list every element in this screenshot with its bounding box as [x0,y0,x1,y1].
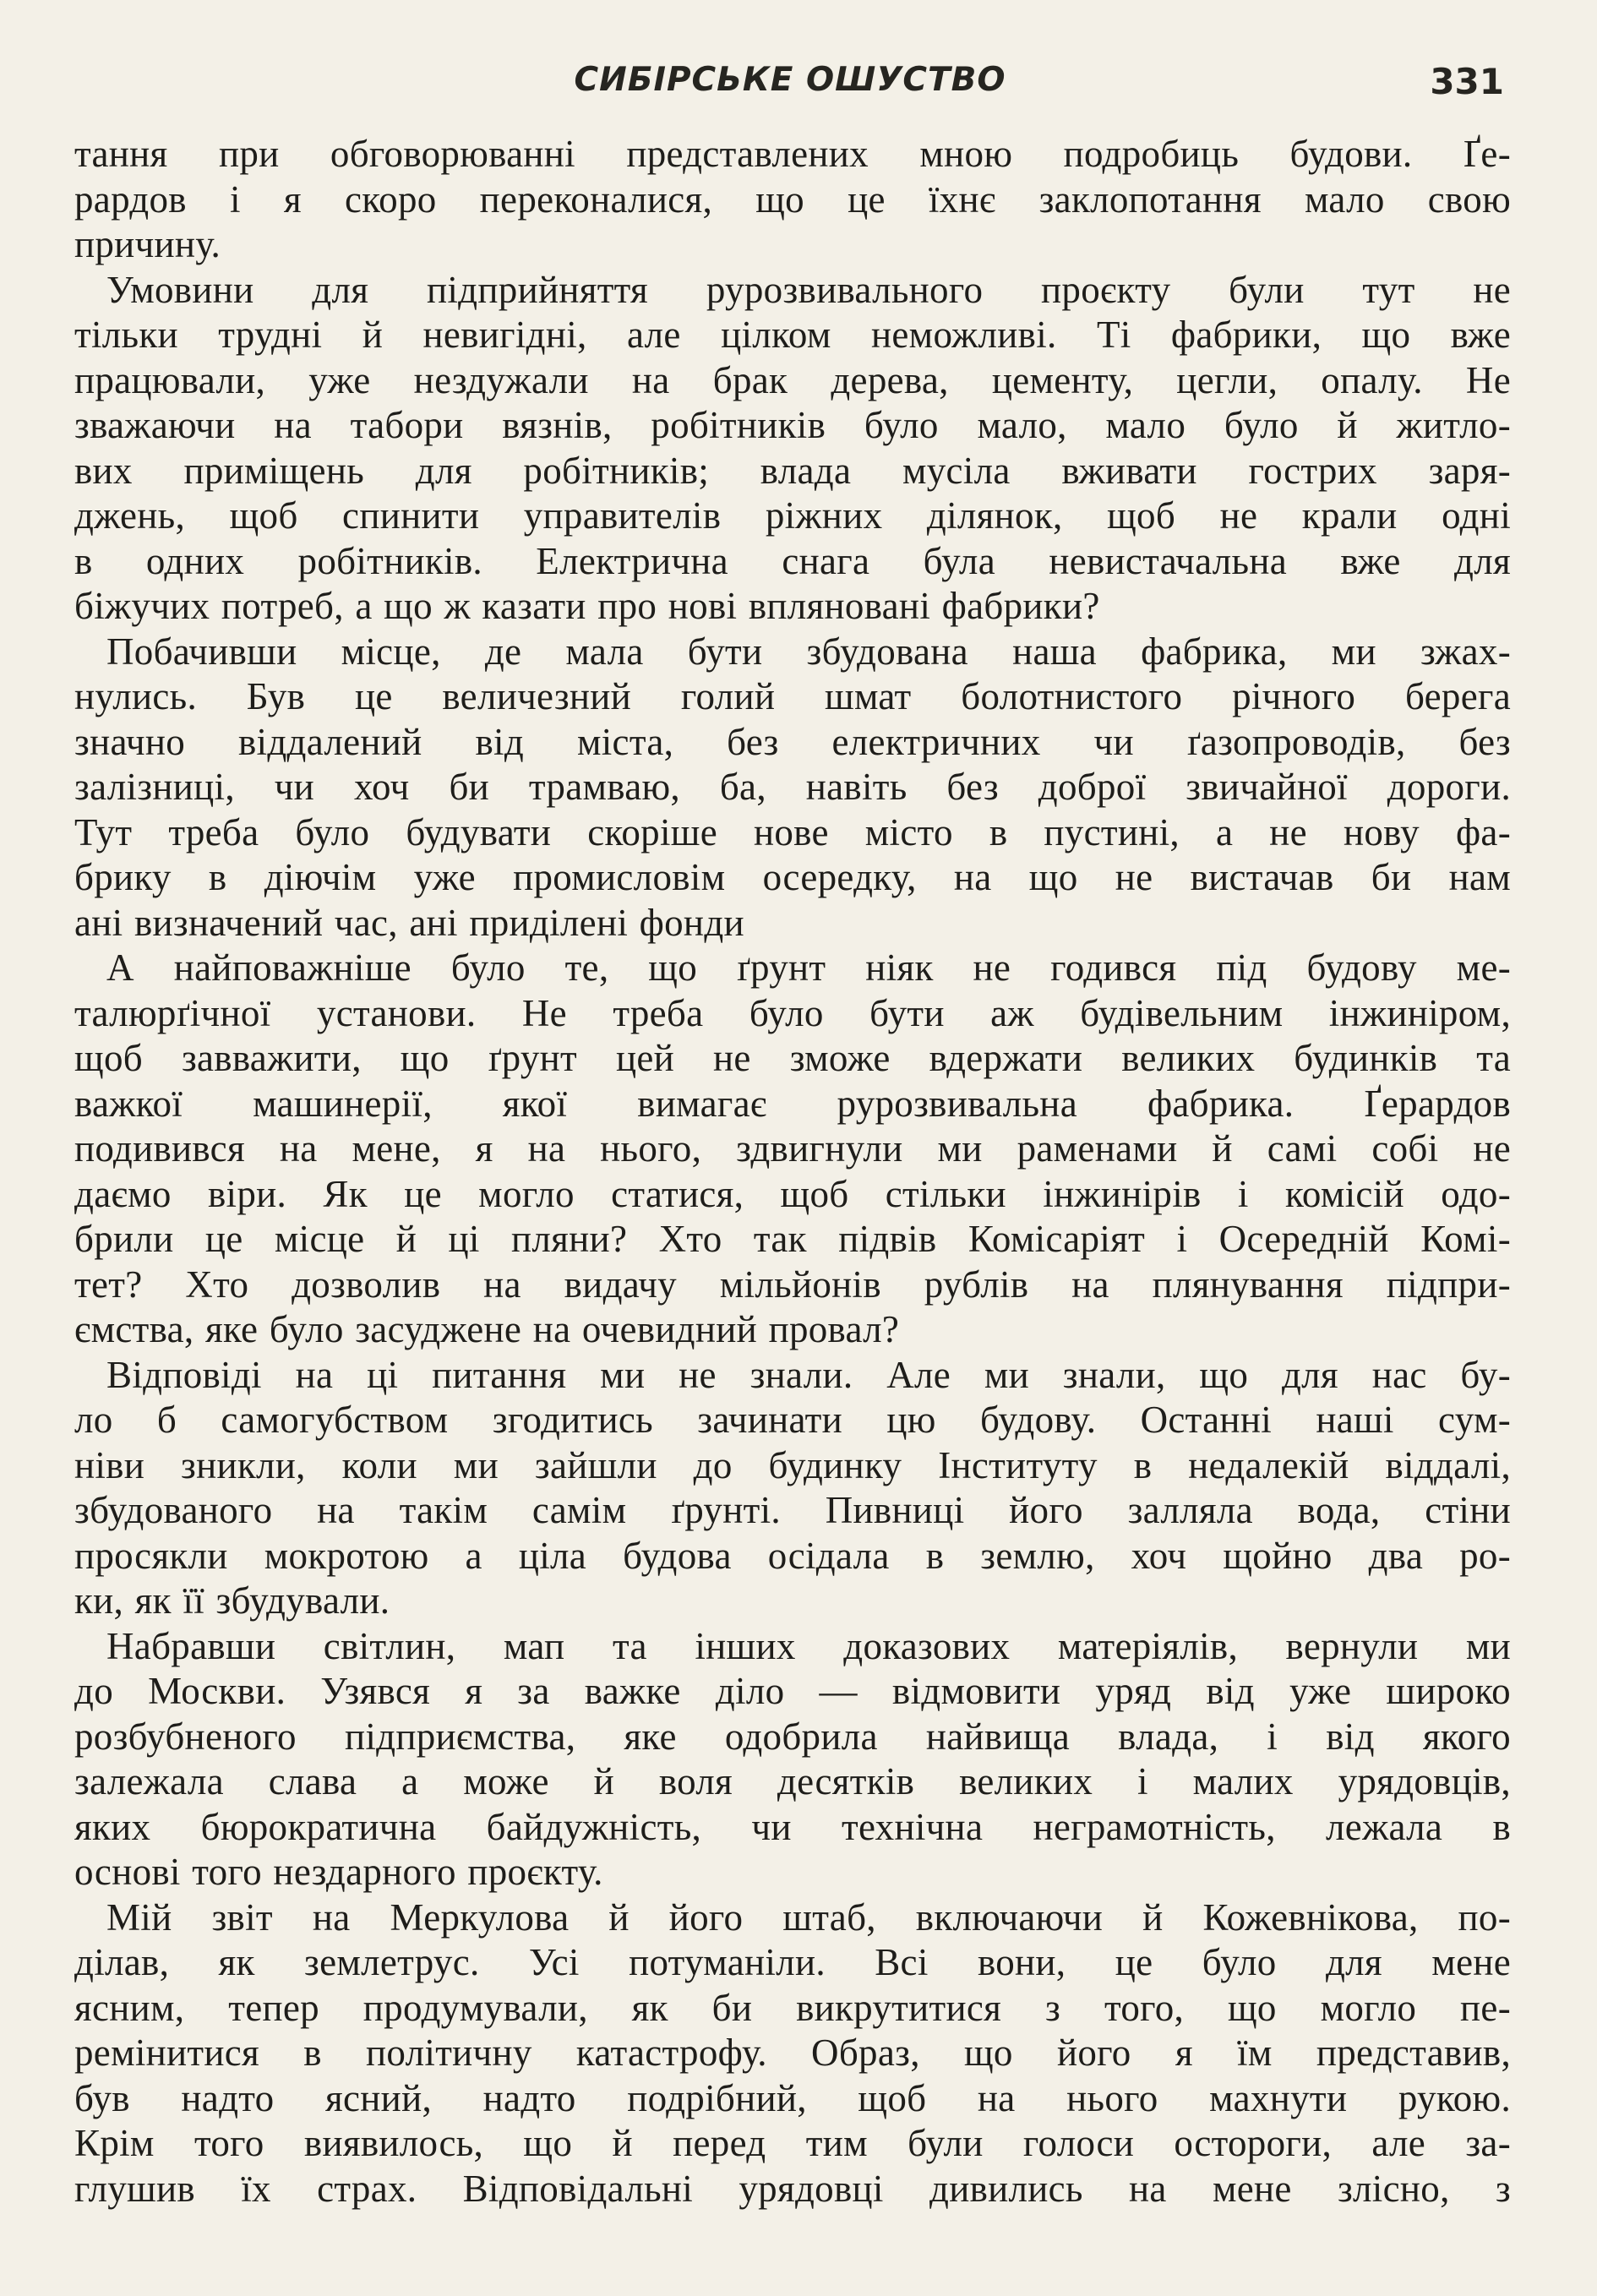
text-line: тання при обговорюванні представлених мною подробиць будови. Ґе- [74,133,1511,175]
text-line: важкої машинерії, якої вимагає рурозвивальна фабрика. Ґерардов [74,1082,1511,1125]
text-line: працювали, уже нездужали на брак дерева, цементу, цегли, опалу. Не [74,358,1511,401]
text-line: джень, щоб спинити управителів ріжних ділянок, щоб не крали одні [74,494,1511,537]
text-line: Набравши світлин, мап та інших доказових матеріялів, вернули ми [106,1624,1511,1667]
text-line: вих приміщень для робітників; влада мусіла вживати гострих заря- [74,449,1511,492]
text-line: даємо віри. Як це могло статися, щоб стільки інжинірів і комісій одо- [74,1172,1511,1215]
text-line: залізниці, чи хоч би трамваю, ба, навіть без доброї звичайної дороги. [74,766,1511,808]
text-line: значно віддалений від міста, без електричних чи ґазопроводів, без [74,720,1511,763]
paragraph [74,630,1511,946]
text-line: ані визначений час, ані приділені фонди [74,901,744,944]
text-line: розбубненого підприємства, яке одобрила найвища влада, і від якого [74,1715,1511,1758]
paragraph [74,1895,1511,2212]
text-line: подивився на мене, я на нього, здвигнули ми раменами й самі собі не [74,1127,1511,1170]
text-line: Крім того виявилось, що й перед тим були голоси осторoги, але за- [74,2122,1511,2164]
text-line: залежала слава а може й воля десятків великих і малих урядовців, [74,1760,1511,1802]
text-line: тет? Хто дозволив на видачу мільйонів рублів на плянування підпри- [74,1263,1511,1306]
text-line: ємства, яке було засуджене на очевидний провал? [74,1308,900,1350]
text-line: Побачивши місце, де мала бути збудована наша фабрика, ми зжах- [106,630,1511,673]
text-line: збудованого на такім самім ґрунті. Пивниці його залляла вода, стіни [74,1489,1511,1531]
text-line: просякли мокротою а ціла будова осідала в землю, хоч щойно два ро- [74,1534,1511,1577]
page-header [76,61,1504,120]
text-line: А найповажніше було те, що ґрунт ніяк не годився під будову ме- [106,946,1511,989]
text-line: рардов і я скоро переконалися, що це їхнє заклопотання мало свою [74,177,1511,221]
text-line: талюрґічної установи. Не треба було бути аж будівельним інжиніром, [74,991,1511,1034]
text-line: основі того нездарного проєкту. [74,1851,603,1893]
text-line: був надто ясний, надто подрібний, щоб на нього махнути рукою. [74,2076,1511,2119]
paragraph [74,1353,1511,1624]
text-line: яких бюрократична байдужність, чи технічна неграмотність, лежала в [74,1805,1511,1848]
text-line: ділав, як землетрус. Усі потуманіли. Всі вони, це було для мене [74,1941,1511,1983]
text-line: до Москви. Узявся я за важке діло — відмовити уряд від уже широко [74,1670,1511,1712]
text-line: нулись. Був це величезний голий шмат болотнистого річного берега [74,675,1511,717]
paragraph [74,132,1511,268]
text-line: ки, як її збудували. [74,1579,390,1622]
text-line: причину. [74,223,221,265]
text-line: тільки трудні й невигідні, але цілком неможливі. Ті фабрики, що вже [74,314,1511,356]
page-number: 331 [1430,61,1504,102]
paragraph [74,1624,1511,1895]
text-line: біжучих потреб, а що ж казати про нові впляновані фабрики? [74,585,1100,627]
text-line: Мій звіт на Меркулова й його штаб, включаючи й Кожевнікова, по- [106,1895,1511,1939]
text-line: щоб завважити, що ґрунт цей не зможе вдержати великих будинків та [74,1037,1511,1079]
text-line: зважаючи на табори вязнів, робітників було мало, мало було й житло- [74,404,1511,446]
text-line: Умовини для підприйняття рурозвивального проєкту були тут не [106,268,1511,311]
text-line: ясним, тепер продумували, як би викрутитися з того, що могло пе- [74,1986,1511,2029]
running-title: СИБІРСЬКЕ ОШУСТВО [574,61,1006,99]
text-line: брику в діючім уже промисловім осередку, на що не вистачав би нам [74,856,1511,898]
text-line: ремінитися в політичну катастрофу. Образ, що його я їм представив, [74,2031,1511,2074]
text-line: ніви зникли, коли ми зайшли до будинку Інституту в недалекій віддалі, [74,1443,1511,1486]
text-line: в одних робітників. Електрична снага була невистачальна вже для [74,539,1511,582]
text-line: глушив їх страх. Відповідальні урядовці дивились на мене злісно, з [74,2167,1511,2210]
paragraph [74,946,1511,1353]
text-line: Відповіді на ці питання ми не знали. Але ми знали, що для нас бу- [106,1353,1511,1396]
page-body [74,132,1511,2211]
text-line: брили це місце й ці пляни? Хто так підвів Комісаріят і Осередній Комі- [74,1218,1511,1260]
text-line: Тут треба було будувати скоріше нове місто в пустині, а не нову фа- [74,810,1511,854]
paragraph [74,268,1511,630]
text-line: ло б самогубством згодитись зачинати цю будову. Останні наші сум- [74,1399,1511,1441]
